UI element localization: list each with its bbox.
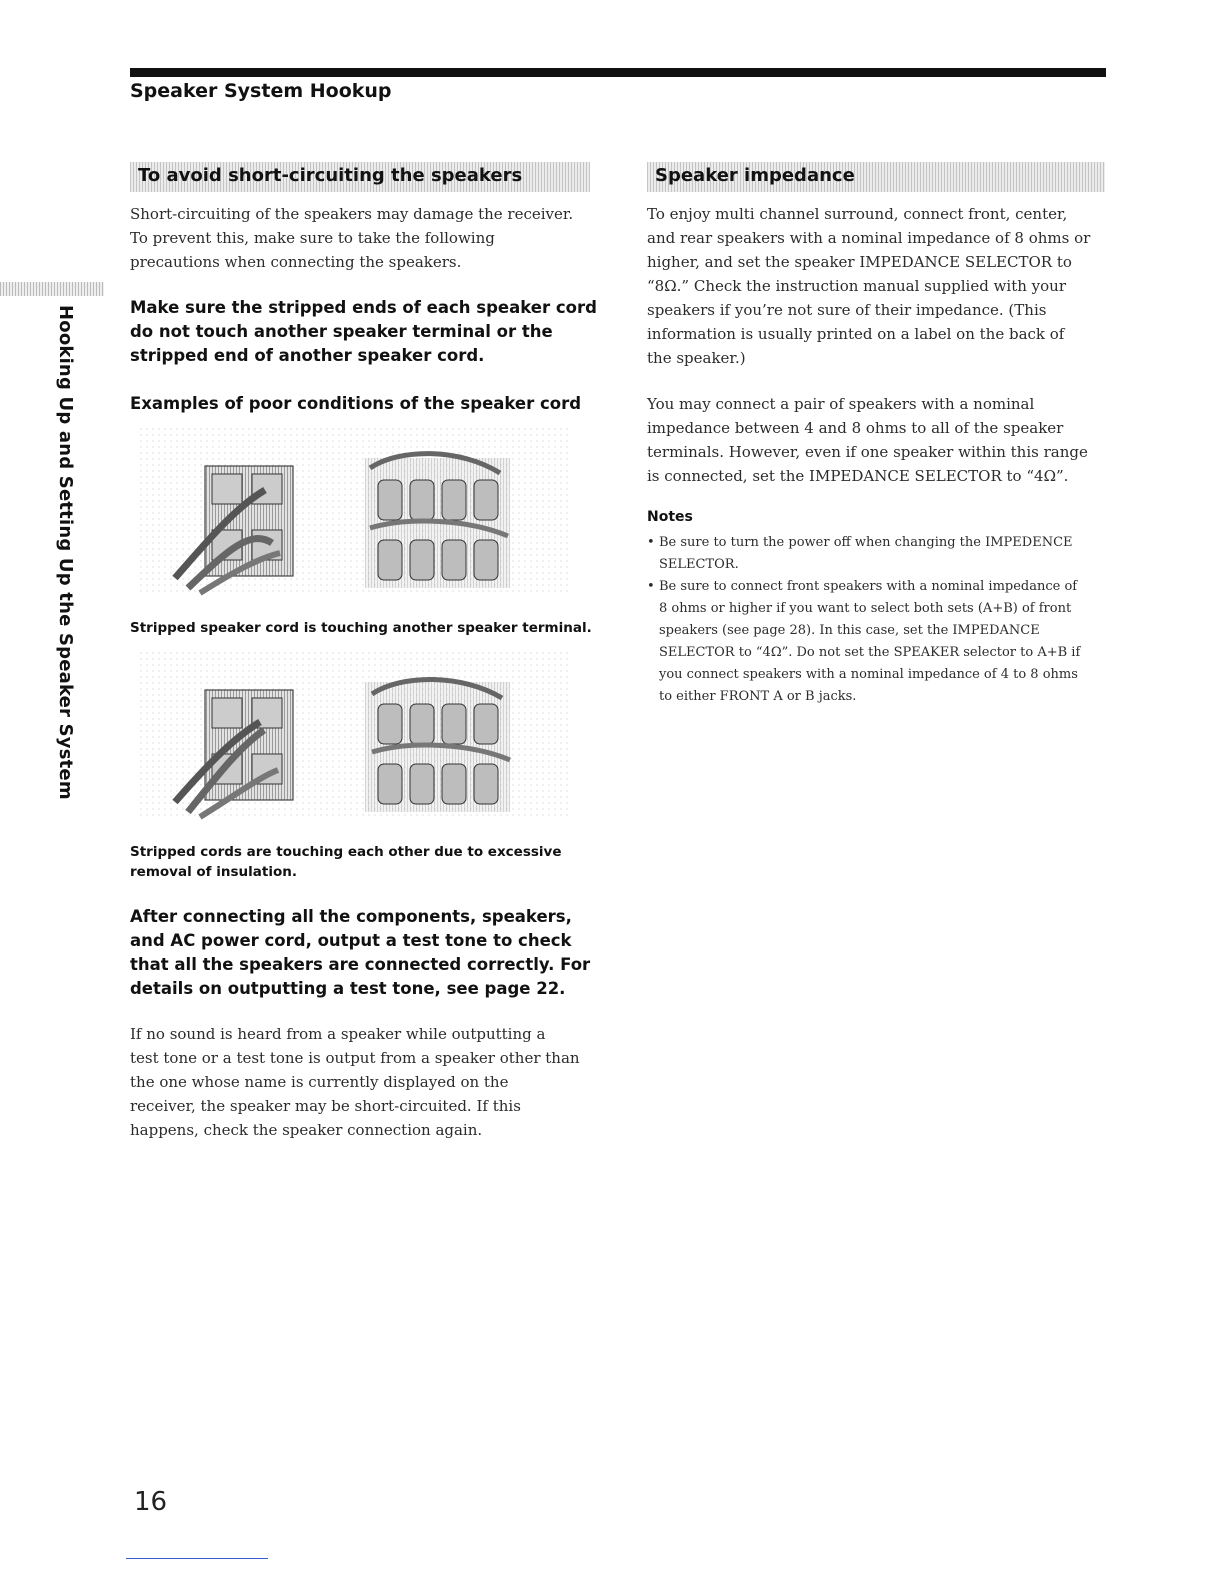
impedance-paragraph-1 <box>647 202 1112 370</box>
impedance-line: terminals. However, even if one speaker within this range <box>647 443 1088 461</box>
examples-heading: Examples of poor conditions of the speaker cord <box>130 394 582 413</box>
note-item <box>647 532 1107 576</box>
section-heading-text: Speaker impedance <box>655 165 855 186</box>
after-line: and AC power cord, output a test tone to check <box>130 931 572 950</box>
note-line: SELECTOR. <box>659 557 739 572</box>
impedance-line: “8Ω.” Check the instruction manual supplied with your <box>647 277 1066 295</box>
impedance-line: the speaker.) <box>647 349 746 367</box>
impedance-line: impedance between 4 and 8 ohms to all of the speaker <box>647 419 1064 437</box>
note-line: speakers (see page 28). In this case, set the IMPEDANCE <box>659 623 1040 638</box>
note-line: you connect speakers with a nominal impedance of 4 to 8 ohms <box>659 667 1078 682</box>
note-line: SELECTOR to “4Ω”. Do not set the SPEAKER selector to A+B if <box>659 645 1081 660</box>
intro-line: precautions when connecting the speakers. <box>130 253 462 271</box>
impedance-line: information is usually printed on a label on the back of <box>647 325 1065 343</box>
notes-list <box>647 532 1107 708</box>
note-line: Be sure to connect front speakers with a nominal impedance of <box>659 579 1078 594</box>
final-paragraph <box>130 1022 610 1142</box>
figure-cords-touching <box>140 652 570 822</box>
page-header-title: Speaker System Hookup <box>130 80 392 102</box>
final-line: receiver, the speaker may be short-circuited. If this <box>130 1097 521 1115</box>
footer-rule <box>126 1558 268 1559</box>
notes-title: Notes <box>647 509 693 525</box>
after-connecting-paragraph <box>130 905 610 1001</box>
warning-line: stripped end of another speaker cord. <box>130 346 485 365</box>
note-line: Be sure to turn the power off when changing the IMPEDENCE <box>659 535 1073 550</box>
note-item <box>647 576 1107 708</box>
final-line: test tone or a test tone is output from a speaker other than <box>130 1049 580 1067</box>
page-number: 16 <box>134 1487 168 1517</box>
warning-paragraph <box>130 296 610 368</box>
impedance-line: is connected, set the IMPEDANCE SELECTOR to “4Ω”. <box>647 467 1069 485</box>
note-bullet: • <box>647 579 655 594</box>
intro-line: To prevent this, make sure to take the following <box>130 229 495 247</box>
side-tab-marker <box>0 282 104 296</box>
figure2-caption-line: Stripped cords are touching each other due to excessive <box>130 844 562 860</box>
intro-line: Short-circuiting of the speakers may damage the receiver. <box>130 205 574 223</box>
note-line: 8 ohms or higher if you want to select both sets (A+B) of front <box>659 601 1072 616</box>
final-line: happens, check the speaker connection again. <box>130 1121 483 1139</box>
figure-terminal-touching <box>140 428 570 598</box>
intro-paragraph <box>130 202 600 274</box>
figure1-caption: Stripped speaker cord is touching another speaker terminal. <box>130 620 592 636</box>
warning-line: Make sure the stripped ends of each speaker cord <box>130 298 597 317</box>
impedance-line: higher, and set the speaker IMPEDANCE SELECTOR to <box>647 253 1072 271</box>
section-heading-short-circuit <box>130 162 590 192</box>
after-line: After connecting all the components, speakers, <box>130 907 572 926</box>
warning-line: do not touch another speaker terminal or the <box>130 322 553 341</box>
impedance-line: and rear speakers with a nominal impedance of 8 ohms or <box>647 229 1091 247</box>
side-tab-label: Hooking Up and Setting Up the Speaker System <box>55 305 76 800</box>
note-line: to either FRONT A or B jacks. <box>659 689 857 704</box>
note-bullet: • <box>647 535 655 550</box>
impedance-line: To enjoy multi channel surround, connect front, center, <box>647 205 1068 223</box>
header-rule <box>130 68 1106 77</box>
impedance-line: speakers if you’re not sure of their impedance. (This <box>647 301 1047 319</box>
figure2-caption <box>130 842 610 882</box>
after-line: details on outputting a test tone, see page 22. <box>130 979 566 998</box>
section-heading-text: To avoid short-circuiting the speakers <box>138 165 523 186</box>
figure2-caption-line: removal of insulation. <box>130 864 297 880</box>
final-line: If no sound is heard from a speaker while outputting a <box>130 1025 546 1043</box>
after-line: that all the speakers are connected correctly. For <box>130 955 591 974</box>
impedance-line: You may connect a pair of speakers with a nominal <box>647 395 1035 413</box>
impedance-paragraph-2 <box>647 392 1112 488</box>
final-line: the one whose name is currently displayed on the <box>130 1073 509 1091</box>
section-heading-impedance <box>647 162 1105 192</box>
